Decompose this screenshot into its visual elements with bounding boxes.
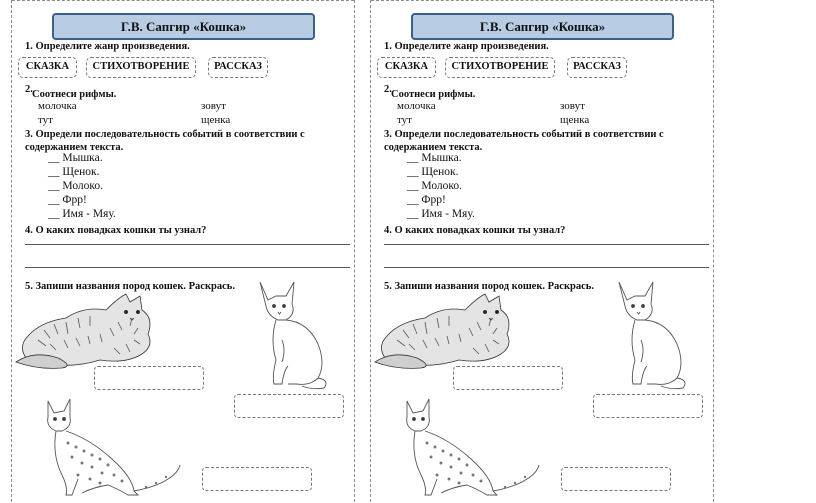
rhyme-word: зовут <box>201 100 226 112</box>
rhyme-word: тут <box>397 114 412 126</box>
answer-line[interactable] <box>25 267 350 268</box>
sphynx-cat-illustration <box>611 280 691 390</box>
question-2: Соотнеси рифмы. <box>391 89 476 100</box>
spotted-cat-illustration <box>38 395 188 500</box>
sequence-item[interactable]: __ Имя - Мяу. <box>407 208 475 220</box>
worksheet-title: Г.В. Сапгир «Кошка» <box>52 13 315 40</box>
breed-answer-box[interactable] <box>234 394 344 418</box>
breed-answer-box[interactable] <box>593 394 703 418</box>
spotted-cat-illustration <box>397 395 547 500</box>
rhyme-word: молочка <box>38 100 77 112</box>
answer-line[interactable] <box>384 244 709 245</box>
question-2-number: 2. <box>384 84 392 95</box>
breed-answer-box[interactable] <box>202 467 312 491</box>
sequence-item[interactable]: __ Фрр! <box>48 194 87 206</box>
rhyme-word: щенка <box>201 114 231 126</box>
question-5: 5. Запиши названия пород кошек. Раскрась. <box>384 281 594 292</box>
question-1: 1. Определите жанр произведения. <box>384 41 549 52</box>
sequence-item[interactable]: __ Щенок. <box>48 166 100 178</box>
sequence-item[interactable]: __ Мышка. <box>407 152 462 164</box>
breed-answer-box[interactable] <box>561 467 671 491</box>
answer-line[interactable] <box>384 267 709 268</box>
question-2-number: 2. <box>25 84 33 95</box>
sequence-item[interactable]: __ Имя - Мяу. <box>48 208 116 220</box>
sequence-item[interactable]: __ Молоко. <box>48 180 104 192</box>
breed-answer-box[interactable] <box>453 366 563 390</box>
question-3: 3. Определи последовательность событий в соответствии с содержанием текста. <box>384 129 664 153</box>
lying-cat-illustration <box>14 288 164 370</box>
sequence-item[interactable]: __ Мышка. <box>48 152 103 164</box>
breed-answer-box[interactable] <box>94 366 204 390</box>
rhyme-word: щенка <box>560 114 590 126</box>
question-4: 4. О каких повадках кошки ты узнал? <box>25 225 207 236</box>
genre-option-stikhotvorenie[interactable]: СТИХОТВОРЕНИЕ <box>445 57 555 78</box>
sequence-item[interactable]: __ Молоко. <box>407 180 463 192</box>
worksheet-title: Г.В. Сапгир «Кошка» <box>411 13 674 40</box>
rhyme-word: молочка <box>397 100 436 112</box>
genre-option-stikhotvorenie[interactable]: СТИХОТВОРЕНИЕ <box>86 57 196 78</box>
lying-cat-illustration <box>373 288 523 370</box>
question-3: 3. Определи последовательность событий в соответствии с содержанием текста. <box>25 129 305 153</box>
sequence-item[interactable]: __ Фрр! <box>407 194 446 206</box>
question-1: 1. Определите жанр произведения. <box>25 41 190 52</box>
question-2: Соотнеси рифмы. <box>32 89 117 100</box>
sequence-item[interactable]: __ Щенок. <box>407 166 459 178</box>
genre-option-rasskaz[interactable]: РАССКАЗ <box>208 57 268 78</box>
genre-option-skazka[interactable]: СКАЗКА <box>18 57 77 78</box>
genre-option-rasskaz[interactable]: РАССКАЗ <box>567 57 627 78</box>
worksheet-right <box>370 0 714 502</box>
rhyme-word: тут <box>38 114 53 126</box>
rhyme-word: зовут <box>560 100 585 112</box>
question-5: 5. Запиши названия пород кошек. Раскрась. <box>25 281 235 292</box>
answer-line[interactable] <box>25 244 350 245</box>
genre-option-skazka[interactable]: СКАЗКА <box>377 57 436 78</box>
question-4: 4. О каких повадках кошки ты узнал? <box>384 225 566 236</box>
worksheet-left <box>11 0 355 502</box>
sphynx-cat-illustration <box>252 280 332 390</box>
